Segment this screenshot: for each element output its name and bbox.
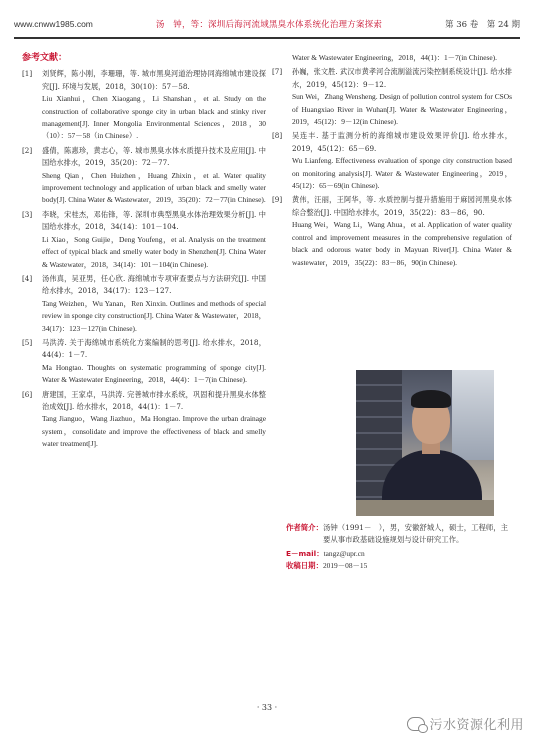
reference-english: Tang Jianguo，Wang Jiazhuo，Ma Hongtao. Improve the urban drainage system，consolidate and improve the effectiveness of black and smelly water treatment[J]. (42, 414, 266, 449)
email-link[interactable]: tangz@upr.cn (323, 549, 365, 558)
reference-english: Liu Xianhui，Chen Xiaogang，Li Shanshan，et al. Study on the construction of collaborative sponge city in urban black and stinky river management[J]. Inner Mongolia Environmental Sciences，2018，30（10）：57－58（in Chinese）. (42, 94, 266, 141)
header-rule (14, 37, 520, 39)
author-bio (286, 522, 510, 546)
reference-body (42, 337, 266, 387)
reference-body (292, 130, 512, 192)
reference-body (292, 66, 512, 128)
reference-number: [3] (22, 209, 33, 219)
reference-number: [1] (22, 69, 33, 79)
references-heading: 参考文献： (22, 53, 68, 63)
journal-website: www.cnww1985.com (14, 19, 93, 29)
reference-number: [9] (272, 195, 283, 205)
reference-english: Li Xiao，Song Guijie，Deng Youfeng，et al. Analysis on the treatment effect of typical black and smelly water body in Shenzhen[J]. China Water & Wastewater，2018，34(14)：101－104(in Chinese). (42, 234, 266, 269)
running-title: 汤 钟，等：深圳后海河流域黑臭水体系统化治理方案探索 (155, 20, 383, 30)
reference-item (22, 209, 266, 271)
author-info (286, 522, 510, 572)
reference-number: [8] (272, 131, 283, 141)
reference-chinese: 马洪涛. 关于海绵城市系统化方案编制的思考[J]. 给水排水，2018，44(4)：1－7. (42, 337, 266, 360)
references-left-column (22, 52, 266, 453)
reference-number: [6] (22, 389, 33, 399)
reference-chinese: 黄伟，汪丽，王阿华，等. 水质控制与提升措施用于麻园河黑臭水体综合整治[J]. 中国给水排水，2019，35(22)：83－86，90. (292, 195, 512, 217)
bio-text: 汤钟（1991－ ），男，安徽舒城人，硕士，工程师，主要从事市政基础设施规划与设计研究工作。 (322, 523, 509, 544)
page-number: · 33 · (256, 703, 278, 712)
reference-item (22, 145, 266, 207)
reference-number: [7] (272, 67, 283, 77)
reference-english: Huang Wei，Wang Li，Wang Ahua，et al. Application of water quality control and improvement measures in the comprehensive regulation of black and odorous water body in Mayuan River[J]. China Water & wastewater，2019，35(22)：83－86，90(in Chinese). (292, 220, 512, 267)
reference-number (272, 52, 292, 64)
reference-body (42, 389, 266, 451)
reference-item (272, 66, 512, 128)
reference-english: Sheng Qian，Chen Huizhen，Huang Zhixin，et al. Water quality improvement technology and application of urban black and smelly water body[J]. China Water & Wastewater，2019，35(20)：72－77(in Chinese). (42, 170, 266, 205)
author-email (286, 548, 510, 560)
reference-item (22, 68, 266, 142)
reference-item (272, 52, 512, 64)
reference-chinese: 盛倩，陈惠珍，黄志心，等. 城市黑臭水体水质提升技术及应用[J]. 中国给水排水，2019，35(20)：72－77. (42, 145, 266, 168)
reference-body (292, 52, 512, 64)
watermark-text: 污水资源化利用 (429, 718, 524, 733)
bio-label: 作者简介： (286, 523, 323, 532)
reference-chinese: 孙巍，张文胜. 武汉市黄孝河合流制溢流污染控制系统设计[J]. 给水排水，2019，45(12)：9－12. (292, 67, 512, 89)
reference-body (42, 273, 266, 335)
author-photo (356, 370, 494, 516)
reference-english: Sun Wei，Zhang Wensheng. Design of pollution control system for CSOs of Huangxiao River in Wuhan[J]. Water & Wastewater Engineering，2019，45(12)：9－12(in Chinese). (292, 92, 512, 127)
reference-body (42, 145, 266, 207)
reference-body (42, 68, 266, 142)
reference-english: Ma Hongtao. Thoughts on systematic programming of sponge city[J]. Water & Wastewater Engineering，2018，44(4)：1－7(in Chinese). (42, 362, 266, 385)
date-label: 收稿日期： (286, 561, 323, 570)
reference-body (292, 194, 512, 268)
reference-item (22, 337, 266, 387)
wechat-icon (407, 717, 425, 731)
reference-item (272, 130, 512, 192)
reference-number: [2] (22, 145, 33, 155)
running-header (14, 14, 520, 34)
reference-chinese: 刘贤辉，陈小刚，李珊珊，等. 城市黑臭河道治理协同海绵城市建设探究[J]. 环境与发展，2018，30(10)：57－58. (42, 69, 266, 91)
date-value: 2019－08－15 (322, 561, 368, 570)
reference-english: Wu Lianfeng. Effectiveness evaluation of sponge city construction based on monitoring analysis[J]. Water & Wastewater Engineering，2019，45(12)：65－69(in Chinese). (292, 156, 512, 191)
received-date (286, 560, 510, 572)
volume-issue: 第 36 卷 第 24 期 (445, 20, 520, 30)
reference-item (272, 194, 512, 268)
reference-number: [4] (22, 273, 33, 283)
reference-chinese: 汤伟真，吴亚男，任心欣. 海绵城市专项审查要点与方法研究[J]. 中国给水排水，2018，34(17)：123－127. (42, 273, 266, 296)
reference-chinese: 唐建国，王家卓，马洪涛. 完善城市排水系统，巩固和提升黑臭水体整治成效[J]. 给水排水，2018，44(1)：1－7. (42, 389, 266, 411)
email-label: E－mail： (286, 549, 324, 558)
watermark (407, 714, 524, 733)
reference-chinese: 李晓，宋桂杰，邓佑锋，等. 深圳市典型黑臭水体治理效果分析[J]. 中国给水排水，2018，34(14)：101－104. (42, 209, 266, 232)
references-right-column (272, 52, 512, 271)
reference-item (22, 389, 266, 451)
reference-item (22, 273, 266, 335)
reference-number: [5] (22, 337, 33, 347)
reference-english: Water & Wastewater Engineering，2018，44(1)：1－7(in Chinese). (292, 53, 497, 62)
reference-english: Tang Weizhen，Wu Yanan，Ren Xinxin. Outlines and methods of special review in sponge city construction[J]. China Water & Wastewater，2018，34(17)：123－127(in Chinese). (42, 298, 266, 333)
reference-chinese: 吴连丰. 基于监测分析的海绵城市建设效果评价[J]. 给水排水，2019，45(12)：65－69. (292, 131, 512, 153)
reference-body (42, 209, 266, 271)
